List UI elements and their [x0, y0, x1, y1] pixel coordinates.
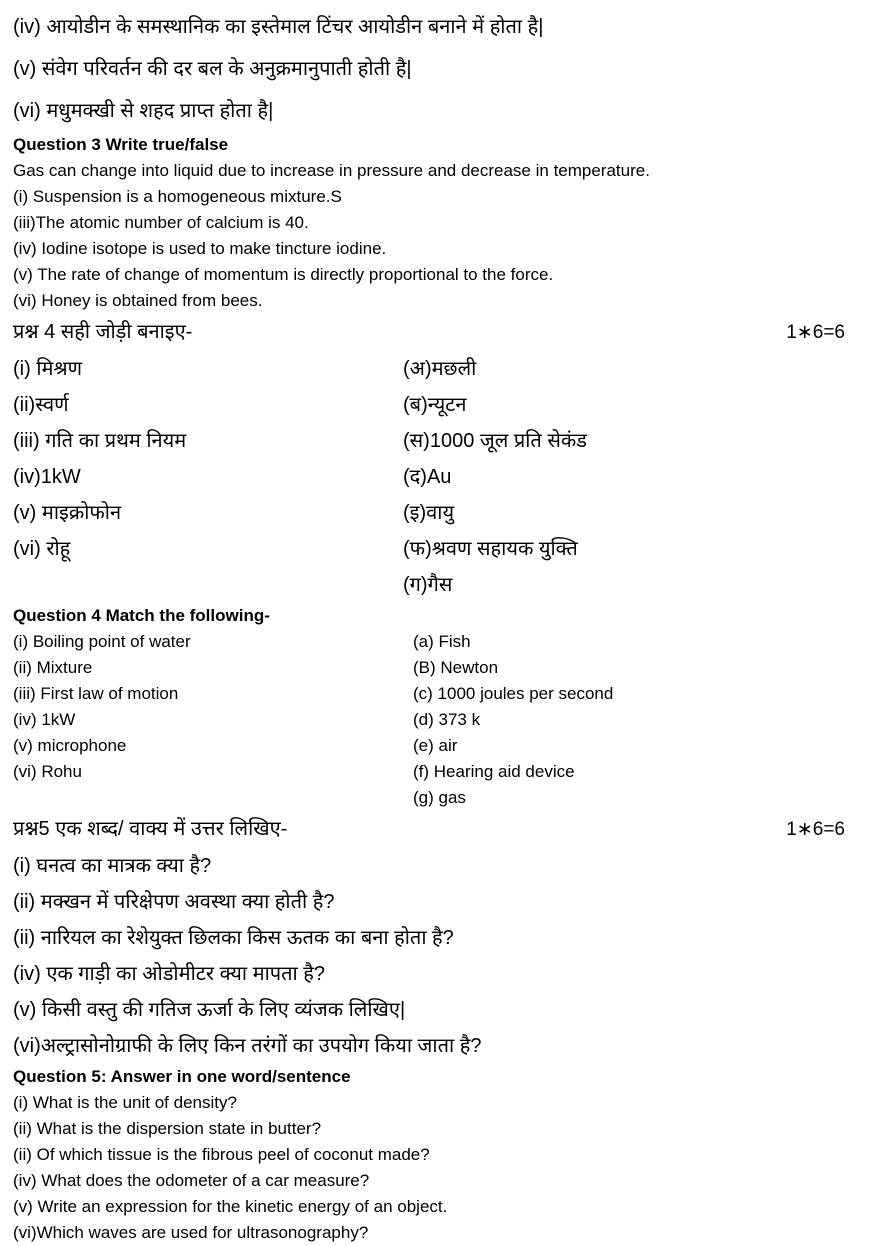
- question4-hindi-heading: प्रश्न 4 सही जोड़ी बनाइए-: [13, 321, 193, 343]
- hindi-tf-item: (v) संवेग परिवर्तन की दर बल के अनुक्रमानुपाती होती है|: [13, 58, 412, 80]
- question3-item: (iii)The atomic number of calcium is 40.: [13, 213, 309, 232]
- match-row: [13, 707, 845, 733]
- question3-heading: Question 3 Write true/false: [13, 135, 229, 154]
- question5-hindi-heading-row: [13, 811, 845, 848]
- question5-hindi-item: (iv) एक गाड़ी का ओडोमीटर क्या मापता है?: [13, 963, 325, 985]
- question5-hindi-item: (i) घनत्व का मात्रक क्या है?: [13, 855, 212, 877]
- section-question5-english: [13, 1064, 845, 1246]
- match-right: (स)1000 जूल प्रति सेकंड: [403, 430, 587, 452]
- question5-english-item: (vi)Which waves are used for ultrasonography?: [13, 1223, 369, 1242]
- hindi-tf-item: (iv) आयोडीन के समस्थानिक का इस्तेमाल टिंचर आयोडीन बनाने में होता है|: [13, 16, 544, 38]
- match-row: [13, 459, 845, 495]
- match-row: [13, 681, 845, 707]
- match-left: (i) Boiling point of water: [13, 632, 191, 651]
- match-row: [13, 733, 845, 759]
- match-right: (ब)न्यूटन: [403, 394, 467, 416]
- match-right: (अ)मछली: [403, 358, 477, 380]
- match-row: [13, 423, 845, 459]
- section-question3-english: [13, 132, 845, 314]
- match-row: [13, 387, 845, 423]
- match-left: (v) माइक्रोफोन: [13, 502, 122, 524]
- match-left: (ii) Mixture: [13, 658, 93, 677]
- question5-english-item: (i) What is the unit of density?: [13, 1093, 237, 1112]
- question5-hindi-item: (vi)अल्ट्रासोनोग्राफी के लिए किन तरंगों का उपयोग किया जाता है?: [13, 1035, 482, 1057]
- question5-english-item: (v) Write an expression for the kinetic energy of an object.: [13, 1197, 448, 1216]
- section-question4-english: [13, 603, 845, 811]
- match-left: [13, 567, 403, 603]
- match-left: (v) microphone: [13, 736, 127, 755]
- match-left: (i) मिश्रण: [13, 358, 83, 380]
- question3-item: (v) The rate of change of momentum is directly proportional to the force.: [13, 265, 554, 284]
- question3-item: (i) Suspension is a homogeneous mixture.S: [13, 187, 342, 206]
- match-right: (e) air: [413, 736, 458, 755]
- question5-hindi-heading: प्रश्न5 एक शब्द/ वाक्य में उत्तर लिखिए-: [13, 818, 288, 840]
- question3-item: Gas can change into liquid due to increase in pressure and decrease in temperature.: [13, 161, 650, 180]
- match-right: (ग)गैस: [403, 574, 453, 596]
- match-row: [13, 567, 845, 603]
- match-row: [13, 629, 845, 655]
- match-right: (g) gas: [413, 788, 466, 807]
- match-right: (a) Fish: [413, 632, 471, 651]
- match-right: (इ)वायु: [403, 502, 455, 524]
- question5-hindi-item: (ii) नारियल का रेशेयुक्त छिलका किस ऊतक का बना होता है?: [13, 927, 454, 949]
- match-row: [13, 759, 845, 785]
- match-left: (iii) First law of motion: [13, 684, 179, 703]
- question5-hindi-item: (ii) मक्खन में परिक्षेपण अवस्था क्या होती है?: [13, 891, 335, 913]
- question5-english-item: (ii) Of which tissue is the fibrous peel of coconut made?: [13, 1145, 430, 1164]
- match-left: (ii)स्वर्ण: [13, 394, 69, 416]
- section-question5-hindi: [13, 811, 845, 1064]
- question4-english-heading: Question 4 Match the following-: [13, 606, 270, 625]
- match-right: (फ)श्रवण सहायक युक्ति: [403, 538, 578, 560]
- match-right: (B) Newton: [413, 658, 499, 677]
- match-right: (f) Hearing aid device: [413, 762, 575, 781]
- match-left: (iv)1kW: [13, 466, 81, 488]
- hindi-tf-item: (vi) मधुमक्खी से शहद प्राप्त होता है|: [13, 100, 274, 122]
- match-row: [13, 531, 845, 567]
- match-left: (iii) गति का प्रथम नियम: [13, 430, 187, 452]
- match-right: (c) 1000 joules per second: [413, 684, 614, 703]
- question5-english-item: (ii) What is the dispersion state in butter?: [13, 1119, 322, 1138]
- question5-english-item: (iv) What does the odometer of a car measure?: [13, 1171, 370, 1190]
- match-right: (d) 373 k: [413, 710, 481, 729]
- question5-english-heading: Question 5: Answer in one word/sentence: [13, 1067, 351, 1086]
- match-left: (vi) रोहू: [13, 538, 71, 560]
- question5-hindi-marks: 1∗6=6: [786, 819, 845, 840]
- section-question4-hindi: [13, 314, 845, 603]
- match-row: [13, 351, 845, 387]
- question5-hindi-item: (v) किसी वस्तु की गतिज ऊर्जा के लिए व्यंजक लिखिए|: [13, 999, 406, 1021]
- match-right: (द)Au: [403, 466, 452, 488]
- question3-item: (vi) Honey is obtained from bees.: [13, 291, 263, 310]
- match-left: (iv) 1kW: [13, 710, 76, 729]
- match-left: (vi) Rohu: [13, 762, 82, 781]
- match-row: [13, 785, 845, 811]
- section-hindi-true-false: [13, 6, 845, 132]
- match-row: [13, 495, 845, 531]
- question4-hindi-heading-row: [13, 314, 845, 351]
- match-left: [13, 785, 413, 811]
- question4-hindi-marks: 1∗6=6: [786, 322, 845, 343]
- question3-item: (iv) Iodine isotope is used to make tincture iodine.: [13, 239, 387, 258]
- match-row: [13, 655, 845, 681]
